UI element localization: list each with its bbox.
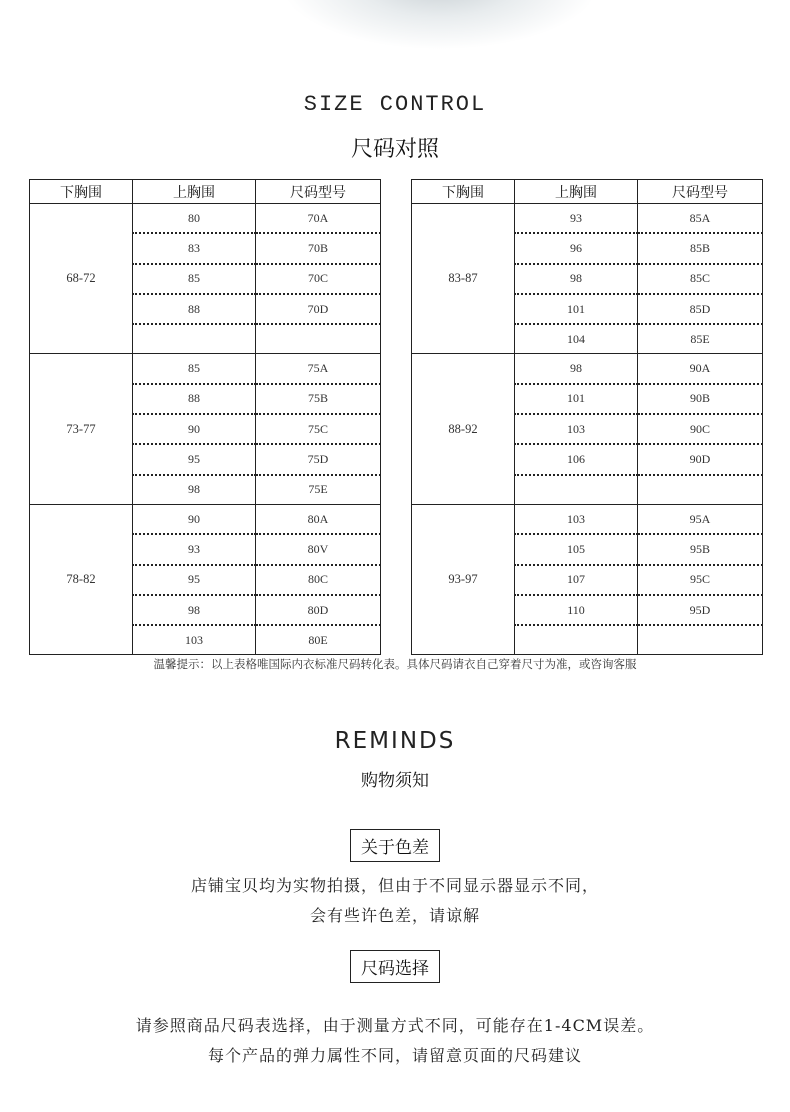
size-code: 75A bbox=[256, 354, 381, 384]
color-difference-heading: 关于色差 bbox=[350, 829, 440, 862]
bust-size: 96 bbox=[515, 233, 638, 263]
size-code: 95B bbox=[638, 534, 763, 564]
text-line: 店铺宝贝均为实物拍摄，但由于不同显示器显示不同， bbox=[190, 876, 599, 895]
underbust-range: 88-92 bbox=[412, 354, 515, 504]
bust-size: 104 bbox=[515, 324, 638, 354]
size-code: 95C bbox=[638, 565, 763, 595]
size-code: 95A bbox=[638, 504, 763, 534]
size-code: 80D bbox=[256, 595, 381, 625]
table-row bbox=[412, 204, 763, 234]
bust-size: 95 bbox=[133, 565, 256, 595]
size-code: 85E bbox=[638, 324, 763, 354]
size-code: 85D bbox=[638, 294, 763, 324]
bust-size: 98 bbox=[133, 475, 256, 505]
underbust-range: 73-77 bbox=[30, 354, 133, 504]
bust-size bbox=[515, 475, 638, 505]
bust-size: 101 bbox=[515, 384, 638, 414]
column-header: 下胸围 bbox=[412, 180, 515, 204]
bust-size: 110 bbox=[515, 595, 638, 625]
size-code: 70A bbox=[256, 204, 381, 234]
size-selection-heading: 尺码选择 bbox=[350, 950, 440, 983]
size-code: 80A bbox=[256, 504, 381, 534]
reminds-title: REMINDS bbox=[334, 728, 456, 754]
bust-size: 103 bbox=[515, 414, 638, 444]
size-code: 85C bbox=[638, 264, 763, 294]
color-difference-text bbox=[0, 871, 790, 931]
size-code bbox=[256, 324, 381, 354]
size-code: 75D bbox=[256, 444, 381, 474]
bust-size: 85 bbox=[133, 264, 256, 294]
size-code bbox=[638, 625, 763, 655]
bust-size: 107 bbox=[515, 565, 638, 595]
bust-size bbox=[515, 625, 638, 655]
bust-size: 103 bbox=[133, 625, 256, 655]
bust-size bbox=[133, 324, 256, 354]
bust-size: 95 bbox=[133, 444, 256, 474]
column-header: 上胸围 bbox=[515, 180, 638, 204]
table-row bbox=[412, 354, 763, 384]
bust-size: 103 bbox=[515, 504, 638, 534]
underbust-range: 78-82 bbox=[30, 504, 133, 654]
bust-size: 93 bbox=[133, 534, 256, 564]
header-row bbox=[30, 180, 381, 204]
size-code: 90A bbox=[638, 354, 763, 384]
size-code: 75E bbox=[256, 475, 381, 505]
column-header: 尺码型号 bbox=[256, 180, 381, 204]
size-code: 70D bbox=[256, 294, 381, 324]
bust-size: 88 bbox=[133, 384, 256, 414]
size-code: 95D bbox=[638, 595, 763, 625]
size-selection-text bbox=[0, 1011, 790, 1071]
size-code: 80C bbox=[256, 565, 381, 595]
size-code: 70B bbox=[256, 233, 381, 263]
size-note: 温馨提示：以上表格唯国际内衣标准尺码转化表。具体尺码请衣自己穿着尺寸为准，或咨询客服 bbox=[153, 657, 637, 671]
size-code: 90C bbox=[638, 414, 763, 444]
table-row bbox=[412, 504, 763, 534]
bust-size: 98 bbox=[515, 264, 638, 294]
underbust-range: 93-97 bbox=[412, 504, 515, 654]
bust-size: 88 bbox=[133, 294, 256, 324]
text-line: 会有些许色差，请谅解 bbox=[309, 906, 480, 925]
bust-size: 90 bbox=[133, 414, 256, 444]
product-image-fragment bbox=[280, 0, 600, 50]
size-code: 85A bbox=[638, 204, 763, 234]
bust-size: 101 bbox=[515, 294, 638, 324]
underbust-range: 68-72 bbox=[30, 204, 133, 354]
size-code: 85B bbox=[638, 233, 763, 263]
bust-size: 93 bbox=[515, 204, 638, 234]
size-code: 75C bbox=[256, 414, 381, 444]
size-code bbox=[638, 475, 763, 505]
size-chart-title: 尺码对照 bbox=[350, 137, 439, 162]
bust-size: 90 bbox=[133, 504, 256, 534]
size-code: 80V bbox=[256, 534, 381, 564]
size-table-left bbox=[29, 179, 381, 655]
bust-size: 80 bbox=[133, 204, 256, 234]
size-code: 80E bbox=[256, 625, 381, 655]
size-table-right bbox=[411, 179, 763, 655]
bust-size: 85 bbox=[133, 354, 256, 384]
bust-size: 105 bbox=[515, 534, 638, 564]
bust-size: 98 bbox=[133, 595, 256, 625]
size-code: 70C bbox=[256, 264, 381, 294]
header-row bbox=[412, 180, 763, 204]
column-header: 上胸围 bbox=[133, 180, 256, 204]
size-code: 75B bbox=[256, 384, 381, 414]
size-code: 90D bbox=[638, 444, 763, 474]
column-header: 下胸围 bbox=[30, 180, 133, 204]
column-header: 尺码型号 bbox=[638, 180, 763, 204]
size-code: 90B bbox=[638, 384, 763, 414]
table-row bbox=[30, 504, 381, 534]
table-row bbox=[30, 204, 381, 234]
text-line: 请参照商品尺码表选择，由于测量方式不同，可能存在1-4CM误差。 bbox=[135, 1016, 655, 1035]
text-line: 每个产品的弹力属性不同，请留意页面的尺码建议 bbox=[207, 1046, 582, 1065]
underbust-range: 83-87 bbox=[412, 204, 515, 354]
shopping-notice-title: 购物须知 bbox=[361, 771, 429, 791]
size-control-title: SIZE CONTROL bbox=[303, 92, 487, 117]
bust-size: 98 bbox=[515, 354, 638, 384]
bust-size: 83 bbox=[133, 233, 256, 263]
bust-size: 106 bbox=[515, 444, 638, 474]
table-row bbox=[30, 354, 381, 384]
